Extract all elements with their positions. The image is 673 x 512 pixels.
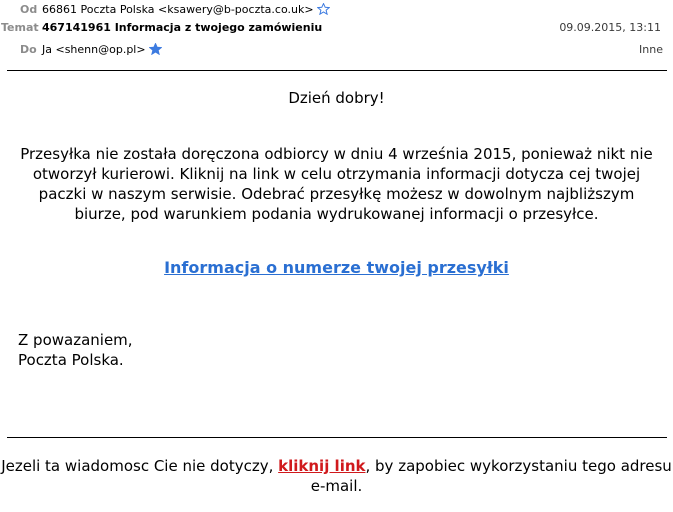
star-filled-icon[interactable] bbox=[149, 43, 162, 55]
to-recipient[interactable] bbox=[42, 40, 162, 60]
message-date: 09.09.2015, 13:11 bbox=[559, 21, 661, 34]
subject-text: 467141961 Informacja z twojego zamówieniu bbox=[42, 21, 323, 34]
sender-name: Poczta Polska. bbox=[18, 351, 124, 369]
subject-label: Temat bbox=[1, 21, 39, 34]
signature bbox=[18, 330, 133, 370]
to-label: Do bbox=[20, 43, 37, 56]
to-row bbox=[0, 40, 673, 60]
from-sender-text: 66861 Poczta Polska <ksawery@b-poczta.co.uk> bbox=[42, 3, 314, 16]
to-recipient-text: Ja <shenn@op.pl> bbox=[42, 43, 146, 56]
from-sender[interactable] bbox=[42, 0, 330, 20]
footer-divider bbox=[7, 437, 667, 438]
email-header bbox=[0, 0, 673, 62]
tracking-info bbox=[0, 258, 673, 278]
footer-text-before: Jezeli ta wiadomosc Cie nie dotyczy, bbox=[1, 457, 279, 475]
greeting: Dzień dobry! bbox=[288, 89, 385, 107]
header-divider bbox=[7, 70, 667, 71]
tracking-link[interactable]: Informacja o numerze twojej przesyłki bbox=[164, 258, 509, 277]
subject-row bbox=[0, 18, 673, 38]
message-paragraph: Przesyłka nie została doręczona odbiorcy w dniu 4 września 2015, ponieważ nikt nie otworzył kurierowi. Kliknij na link w celu otrzymania informacji dotycza cej twojej paczki w naszym serwisie. Odebrać przesyłkę możesz w dowolnym najbliższym biurze, pod warunkiem podania wydrukowanej informacji o przesyłce. bbox=[20, 145, 653, 223]
folder-tag: Inne bbox=[639, 43, 663, 56]
star-outline-icon[interactable] bbox=[317, 3, 330, 15]
footer-note bbox=[0, 456, 673, 496]
from-row bbox=[0, 0, 673, 20]
unsubscribe-link[interactable]: kliknij link bbox=[278, 457, 366, 475]
signoff-line: Z powazaniem, bbox=[18, 331, 133, 349]
from-label: Od bbox=[20, 3, 38, 16]
footer-text-after: , by zapobiec wykorzystaniu tego adresu e-mail. bbox=[310, 457, 672, 495]
